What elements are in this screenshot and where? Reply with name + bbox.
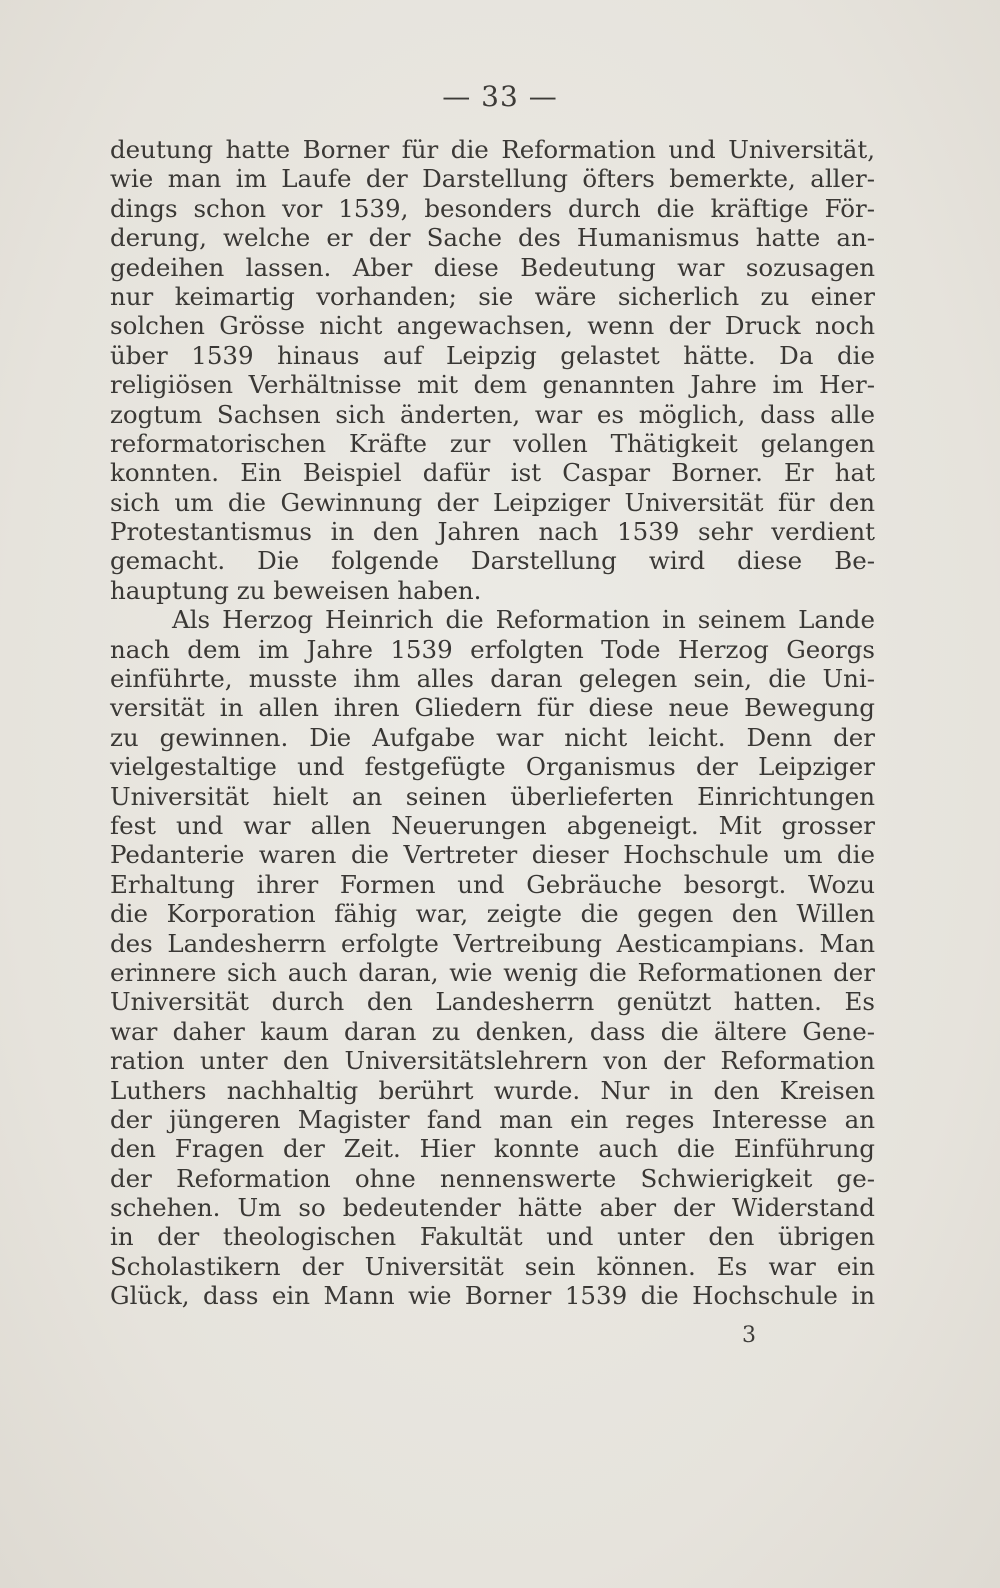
text-line: erinnere sich auch daran, wie wenig die Reformationen der [110,957,875,987]
text-line: schehen. Um so bedeutender hätte aber der Widerstand [110,1193,875,1223]
text-line: der Reformation ohne nennenswerte Schwierigkeit ge- [110,1163,875,1193]
text-line: deutung hatte Borner für die Reformation und Universität, [110,135,875,164]
text-line: nach dem im Jahre 1539 erfolgten Tode Herzog Georgs [110,634,875,664]
text-line: konnten. Ein Beispiel dafür ist Caspar Borner. Er hat [110,458,875,488]
text-line: Pedanterie waren die Vertreter dieser Hochschule um die [110,840,875,870]
body-text [110,135,875,1311]
text-line: die Korporation fähig war, zeigte die gegen den Willen [110,899,875,929]
text-line: Universität hielt an seinen überlieferten Einrichtungen [110,781,875,811]
page-number-header: — 33 — [442,80,558,113]
text-line: Protestantismus in den Jahren nach 1539 sehr verdient [110,517,875,547]
text-line: wie man im Laufe der Darstellung öfters bemerkte, aller- [110,164,875,194]
text-line: solchen Grösse nicht angewachsen, wenn der Druck noch [110,311,875,341]
signature-mark: 3 [742,1323,756,1348]
text-line: reformatorischen Kräfte zur vollen Thätigkeit gelangen [110,428,875,458]
paragraph-end-line: hauptung zu beweisen haben. [110,575,482,605]
text-line: den Fragen der Zeit. Hier konnte auch die Einführung [110,1134,875,1164]
text-line: Glück, dass ein Mann wie Borner 1539 die Hochschule in [110,1281,875,1311]
text-line: des Landesherrn erfolgte Vertreibung Aesticampians. Man [110,928,875,958]
text-line: in der theologischen Fakultät und unter den übrigen [110,1222,875,1252]
text-line: versität in allen ihren Gliedern für diese neue Bewegung [110,693,875,723]
text-line: vielgestaltige und festgefügte Organismus der Leipziger [110,752,875,782]
paragraph-start-line: Als Herzog Heinrich die Reformation in seinem Lande [172,605,875,635]
text-line: derung, welche er der Sache des Humanismus hatte an- [110,223,875,253]
text-line: zogtum Sachsen sich änderten, war es möglich, dass alle [110,399,875,429]
text-line: religiösen Verhältnisse mit dem genannten Jahre im Her- [110,370,875,400]
text-line: gedeihen lassen. Aber diese Bedeutung war sozusagen [110,252,875,282]
text-line: über 1539 hinaus auf Leipzig gelastet hätte. Da die [110,340,875,370]
text-line: Erhaltung ihrer Formen und Gebräuche besorgt. Wozu [110,869,875,899]
text-line: zu gewinnen. Die Aufgabe war nicht leicht. Denn der [110,722,875,752]
text-line: Luthers nachhaltig berührt wurde. Nur in den Kreisen [110,1075,875,1105]
text-line: ration unter den Universitätslehrern von der Reformation [110,1046,875,1076]
text-line: Scholastikern der Universität sein können. Es war ein [110,1251,875,1281]
text-line: war daher kaum daran zu denken, dass die ältere Gene- [110,1016,875,1046]
text-line: nur keimartig vorhanden; sie wäre sicherlich zu einer [110,281,875,311]
text-line: sich um die Gewinnung der Leipziger Universität für den [110,487,875,517]
text-line: Universität durch den Landesherrn genützt hatten. Es [110,987,875,1017]
text-line: der jüngeren Magister fand man ein reges Interesse an [110,1104,875,1134]
text-line: dings schon vor 1539, besonders durch die kräftige För- [110,193,875,223]
text-line: fest und war allen Neuerungen abgeneigt. Mit grosser [110,810,875,840]
text-line: gemacht. Die folgende Darstellung wird diese Be- [110,546,875,576]
text-line: einführte, musste ihm alles daran gelegen sein, die Uni- [110,664,875,694]
